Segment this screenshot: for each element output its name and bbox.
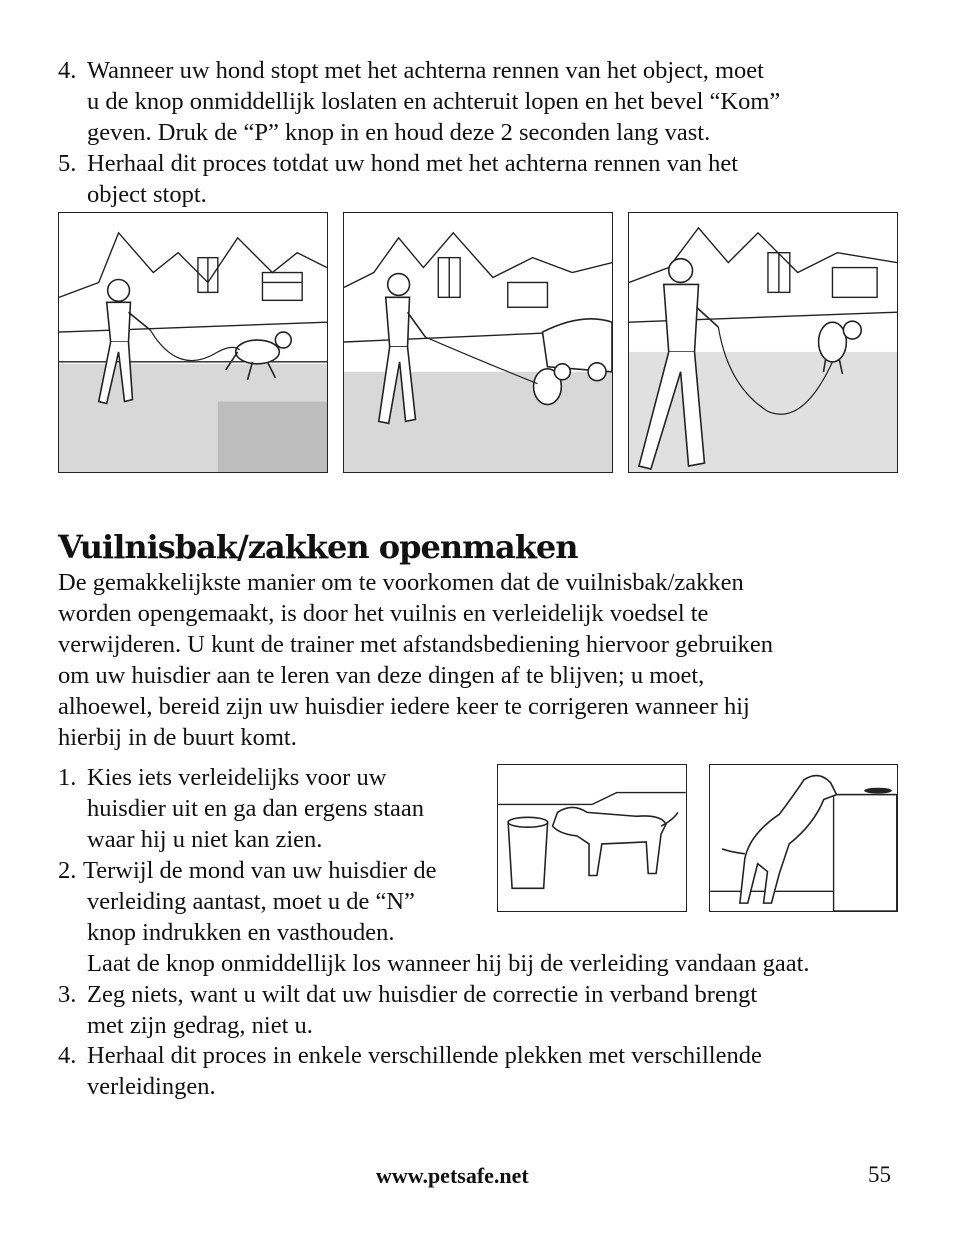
list-item-4-top bbox=[58, 55, 918, 148]
list-number: 4. bbox=[58, 57, 77, 84]
illustration-panel-chase-3 bbox=[628, 212, 898, 473]
illustration-panel-chase-1 bbox=[58, 212, 328, 473]
illustration-panel-chase-2 bbox=[343, 212, 613, 473]
list-item-1 bbox=[58, 762, 498, 855]
text-line: worden opengemaakt, is door het vuilnis en verleidelijk voedsel te bbox=[58, 600, 709, 627]
text-line: knop indrukken en vasthouden. bbox=[87, 919, 395, 946]
text-line: geven. Druk de “P” knop in en houd deze 2 seconden lang vast. bbox=[87, 119, 711, 146]
list-number: 3. bbox=[58, 981, 77, 1008]
text-line: verwijderen. U kunt de trainer met afstandsbediening hiervoor gebruiken bbox=[58, 631, 774, 658]
dog-trash-can-illustration bbox=[498, 765, 686, 911]
list-item-4 bbox=[58, 1040, 918, 1102]
footer-url: www.petsafe.net bbox=[376, 1163, 529, 1188]
list-item-3 bbox=[58, 979, 918, 1041]
text-line: u de knop onmiddellijk loslaten en achteruit lopen en het bevel “Kom” bbox=[87, 88, 781, 115]
illustration-panel-counter bbox=[709, 764, 898, 912]
text-line: Terwijl de mond van uw huisdier de bbox=[83, 857, 437, 884]
list-number: 1. bbox=[58, 764, 77, 791]
street-scene-illustration bbox=[59, 213, 327, 472]
list-item-5-top bbox=[58, 148, 918, 210]
text-line: verleidingen. bbox=[87, 1073, 216, 1100]
text-line: alhoewel, bereid zijn uw huisdier iedere keer te corrigeren wanneer hij bbox=[58, 693, 750, 720]
illustration-panel-trash-can bbox=[497, 764, 687, 912]
text-line: object stopt. bbox=[87, 181, 207, 208]
text-line: Wanneer uw hond stopt met het achterna rennen van het object, moet bbox=[87, 57, 764, 84]
text-line: om uw huisdier aan te leren van deze dingen af te blijven; u moet, bbox=[58, 662, 705, 689]
intro-paragraph bbox=[58, 567, 918, 753]
text-line: verleiding aantast, moet u de “N” bbox=[87, 888, 415, 915]
text-line: huisdier uit en ga dan ergens staan bbox=[87, 795, 425, 822]
dog-counter-illustration bbox=[710, 765, 897, 911]
text-line: Herhaal dit proces totdat uw hond met het achterna rennen van het bbox=[87, 150, 739, 177]
list-number: 4. bbox=[58, 1042, 77, 1069]
list-number: 2. bbox=[58, 857, 77, 884]
list-number: 5. bbox=[58, 150, 77, 177]
section-heading: Vuilnisbak/zakken openmaken bbox=[58, 528, 578, 566]
page-number: 55 bbox=[868, 1162, 891, 1187]
street-scene-return-illustration bbox=[629, 213, 897, 472]
street-scene-car-illustration bbox=[344, 213, 612, 472]
text-line: met zijn gedrag, niet u. bbox=[87, 1012, 313, 1039]
text-line: Kies iets verleidelijks voor uw bbox=[87, 764, 387, 791]
text-line: Herhaal dit proces in enkele verschillende plekken met verschillende bbox=[87, 1042, 762, 1069]
text-line: waar hij u niet kan zien. bbox=[87, 826, 323, 853]
text-line: hierbij in de buurt komt. bbox=[58, 724, 297, 751]
text-line: De gemakkelijkste manier om te voorkomen dat de vuilnisbak/zakken bbox=[58, 569, 744, 596]
text-line: Laat de knop onmiddellijk los wanneer hij bij de verleiding vandaan gaat. bbox=[87, 950, 810, 977]
text-line: Zeg niets, want u wilt dat uw huisdier de correctie in verband brengt bbox=[87, 981, 758, 1008]
